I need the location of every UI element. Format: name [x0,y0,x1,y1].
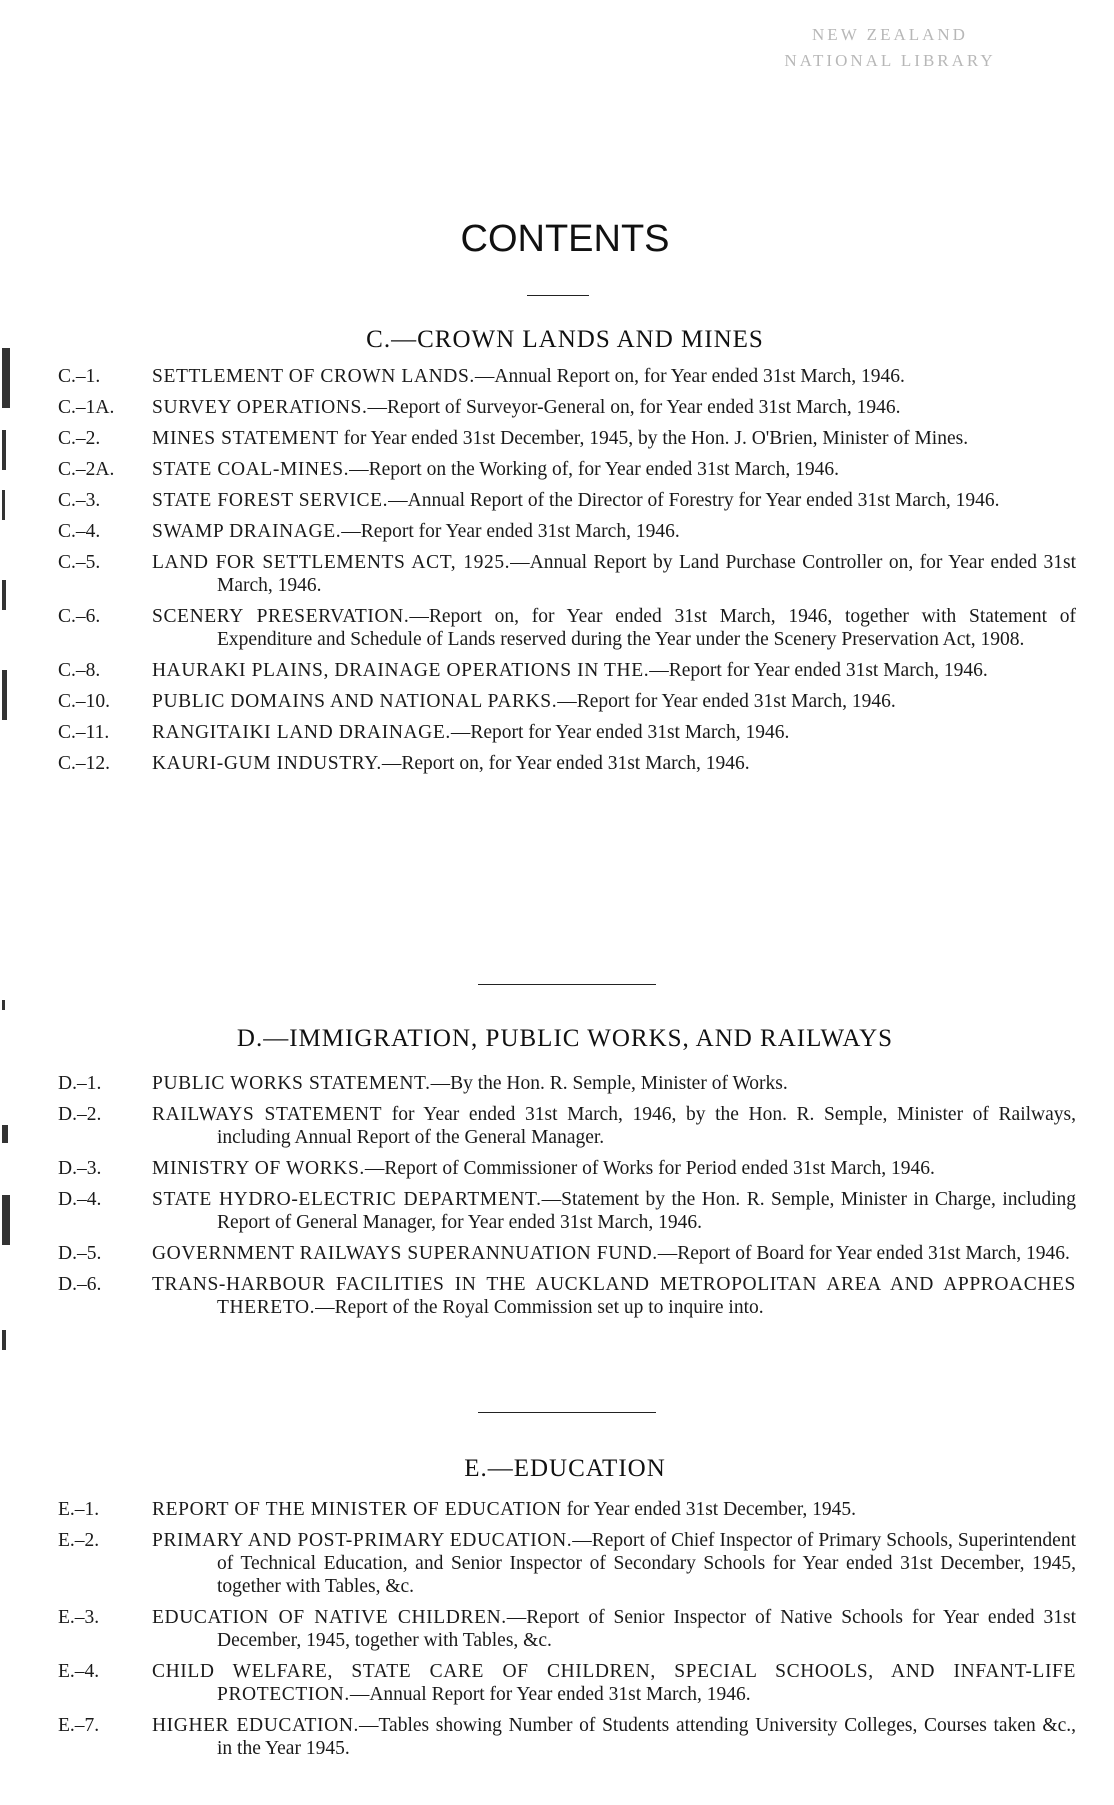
entry-body [152,1157,1076,1180]
contents-entry [58,1242,1076,1265]
entry-title: RANGITAIKI LAND DRAINAGE. [152,722,451,743]
entry-text-wrap [152,396,1076,419]
entry-description: —By the Hon. R. Semple, Minister of Works. [430,1073,788,1094]
entry-text-wrap [152,605,1076,651]
section-heading-e: E.—EDUCATION [464,1455,666,1482]
entry-title: SCENERY PRESERVATION. [152,606,410,627]
entry-body [152,365,1076,388]
entry-body [152,489,1076,512]
contents-entry [58,365,1076,388]
entry-code: C.–6. [58,606,101,627]
entry-code: C.–2A. [58,459,115,480]
entry-body [152,752,1076,775]
entry-title: SWAMP DRAINAGE. [152,521,342,542]
entry-text-wrap [152,690,1076,713]
library-stamp [690,22,1090,74]
entry-text-wrap [152,1188,1076,1234]
entry-code: C.–11. [58,722,110,743]
entry-code: E.–7. [58,1715,100,1736]
section-divider-c-d [478,984,656,985]
entry-code: D.–4. [58,1189,102,1210]
entry-text-wrap [152,1072,1076,1095]
entry-text-wrap [152,1529,1076,1598]
title-rule [527,295,589,296]
entry-title: SETTLEMENT OF CROWN LANDS. [152,366,475,387]
entry-body [152,1714,1076,1760]
entry-description: —Report on the Working of, for Year ended 31st March, 1946. [349,459,839,480]
entry-body [152,1242,1076,1265]
section-divider-d-e [478,1412,656,1413]
entry-body [152,659,1076,682]
contents-entry [58,1273,1076,1319]
entry-body [152,605,1076,651]
entry-title: REPORT OF THE MINISTER OF EDUCATION [152,1499,562,1520]
entry-title: STATE FOREST SERVICE. [152,490,389,511]
entry-text-wrap [152,659,1076,682]
entry-body [152,520,1076,543]
entry-title: CHILD WELFARE, STATE CARE OF CHILDREN, SPECIAL SCHOOLS, AND INFANT-LIFE PROTECTION. [152,1661,1076,1705]
entry-code: C.–4. [58,521,101,542]
entry-text-wrap [152,1273,1076,1319]
entry-title: EDUCATION OF NATIVE CHILDREN. [152,1607,507,1628]
entry-body [152,1660,1076,1706]
contents-entry [58,752,1076,775]
entry-title: HAURAKI PLAINS, DRAINAGE OPERATIONS IN THE. [152,660,650,681]
entry-code: D.–5. [58,1243,102,1264]
entry-title: SURVEY OPERATIONS. [152,397,368,418]
entry-body [152,721,1076,744]
contents-entry [58,1188,1076,1234]
entry-text-wrap [152,1157,1076,1180]
entry-body [152,458,1076,481]
entry-code: C.–1A. [58,397,115,418]
contents-entry [58,520,1076,543]
entry-code: D.–3. [58,1158,102,1179]
entry-code: C.–1. [58,366,101,387]
entry-code: C.–12. [58,753,111,774]
entry-title: PUBLIC WORKS STATEMENT. [152,1073,431,1094]
entry-code: D.–6. [58,1274,102,1295]
entry-body [152,1188,1076,1234]
entry-title: MINISTRY OF WORKS. [152,1158,365,1179]
contents-entry [58,458,1076,481]
entry-description: —Report on, for Year ended 31st March, 1946, together with Statement of Expenditure and Schedule of Lands reserved during the Year under the Scenery Preservation Act, 1908. [217,606,1077,650]
entry-text-wrap [152,520,1076,543]
entry-description: —Tables showing Number of Students attending University Colleges, Courses taken &c., in the Year 1945. [217,1715,1077,1759]
entry-description: —Report for Year ended 31st March, 1946. [450,722,790,743]
entry-code: C.–10. [58,691,111,712]
entry-text-wrap [152,752,1076,775]
entry-text-wrap [152,1103,1076,1149]
entry-title: MINES STATEMENT [152,428,339,449]
contents-entry [58,1103,1076,1149]
contents-entry [58,1157,1076,1180]
contents-entry [58,1529,1076,1598]
entry-title: PRIMARY AND POST-PRIMARY EDUCATION. [152,1530,573,1551]
contents-entry [58,721,1076,744]
section-c-entries [58,365,1076,783]
entry-description: —Report of Surveyor-General on, for Year ended 31st March, 1946. [367,397,901,418]
entry-body [152,427,1076,450]
entry-code: E.–4. [58,1661,100,1682]
contents-entry [58,1072,1076,1095]
contents-entry [58,1714,1076,1760]
entry-body [152,690,1076,713]
contents-entry [58,1606,1076,1652]
entry-body [152,551,1076,597]
entry-body [152,1273,1076,1319]
entry-description: —Report of Senior Inspector of Native Schools for Year ended 31st December, 1945, together with Tables, &c. [217,1607,1076,1651]
entry-description: —Report for Year ended 31st March, 1946. [649,660,988,681]
contents-entry [58,489,1076,512]
section-heading-d: D.—IMMIGRATION, PUBLIC WORKS, AND RAILWAYS [236,1025,894,1052]
contents-entry [58,551,1076,597]
contents-entry [58,659,1076,682]
entry-text-wrap [152,458,1076,481]
stamp-line-2: NATIONAL LIBRARY [784,51,996,70]
entry-body [152,396,1076,419]
entry-description: —Report on, for Year ended 31st March, 1946. [381,753,750,774]
entry-description: —Annual Report for Year ended 31st March, 1946. [349,1684,751,1705]
entry-text-wrap [152,1498,1076,1521]
contents-entry [58,605,1076,651]
entry-description: for Year ended 31st March, 1946, by the Hon. R. Semple, Minister of Railways, including Annual Report of the General Manager. [217,1104,1076,1148]
contents-entry [58,1660,1076,1706]
entry-code: E.–2. [58,1530,100,1551]
entry-title: GOVERNMENT RAILWAYS SUPERANNUATION FUND. [152,1243,658,1264]
entry-code: C.–3. [58,490,101,511]
section-e-entries [58,1498,1076,1768]
stamp-line-1: NEW ZEALAND [812,25,968,44]
entry-text-wrap [152,1242,1076,1265]
entry-text-wrap [152,427,1076,450]
entry-text-wrap [152,721,1076,744]
entry-body [152,1606,1076,1652]
contents-entry [58,1498,1076,1521]
entry-title: RAILWAYS STATEMENT [152,1104,383,1125]
entry-title: HIGHER EDUCATION. [152,1715,359,1736]
entry-description: —Report for Year ended 31st March, 1946. [557,691,896,712]
entry-text-wrap [152,365,1076,388]
entry-code: E.–1. [58,1499,100,1520]
entry-title: KAURI-GUM INDUSTRY. [152,753,382,774]
entry-description: —Annual Report by Land Purchase Controller on, for Year ended 31st March, 1946. [217,552,1076,596]
page-title: CONTENTS [460,218,670,260]
entry-description: for Year ended 31st December, 1945. [561,1499,857,1520]
entry-title: PUBLIC DOMAINS AND NATIONAL PARKS. [152,691,558,712]
entry-description: —Report of Commissioner of Works for Period ended 31st March, 1946. [364,1158,935,1179]
entry-text-wrap [152,489,1076,512]
entry-code: C.–5. [58,552,101,573]
entry-title: STATE COAL-MINES. [152,459,350,480]
entry-body [152,1498,1076,1521]
entry-body [152,1072,1076,1095]
entry-title: TRANS-HARBOUR FACILITIES IN THE AUCKLAND METROPOLITAN AREA AND APPROACHES THERETO. [152,1274,1076,1318]
contents-entry [58,690,1076,713]
section-heading-c: C.—CROWN LANDS AND MINES [366,326,764,353]
entry-body [152,1529,1076,1598]
entry-description: —Report for Year ended 31st March, 1946. [341,521,680,542]
entry-text-wrap [152,1660,1076,1706]
entry-description: —Annual Report of the Director of Forestry for Year ended 31st March, 1946. [388,490,1000,511]
entry-code: E.–3. [58,1607,100,1628]
entry-description: —Statement by the Hon. R. Semple, Minister in Charge, including Report of General Manager, for Year ended 31st March, 1946. [217,1189,1076,1233]
entry-text-wrap [152,551,1076,597]
entry-title: LAND FOR SETTLEMENTS ACT, 1925. [152,552,511,573]
entry-title: STATE HYDRO-ELECTRIC DEPARTMENT. [152,1189,542,1210]
entry-description: for Year ended 31st December, 1945, by the Hon. J. O'Brien, Minister of Mines. [338,428,969,449]
contents-entry [58,427,1076,450]
entry-description: —Report of the Royal Commission set up to inquire into. [315,1297,764,1318]
entry-code: D.–1. [58,1073,102,1094]
entry-text-wrap [152,1714,1076,1760]
entry-code: C.–2. [58,428,101,449]
entry-description: —Report of Chief Inspector of Primary Schools, Superintendent of Technical Education, and Senior Inspector of Secondary Schools for Year ended 31st December, 1945, together with Tables, &c. [217,1530,1076,1597]
entry-code: D.–2. [58,1104,102,1125]
entry-code: C.–8. [58,660,101,681]
entry-body [152,1103,1076,1149]
section-d-entries [58,1072,1076,1327]
entry-text-wrap [152,1606,1076,1652]
entry-description: —Report of Board for Year ended 31st March, 1946. [657,1243,1070,1264]
entry-description: —Annual Report on, for Year ended 31st March, 1946. [474,366,905,387]
contents-entry [58,396,1076,419]
